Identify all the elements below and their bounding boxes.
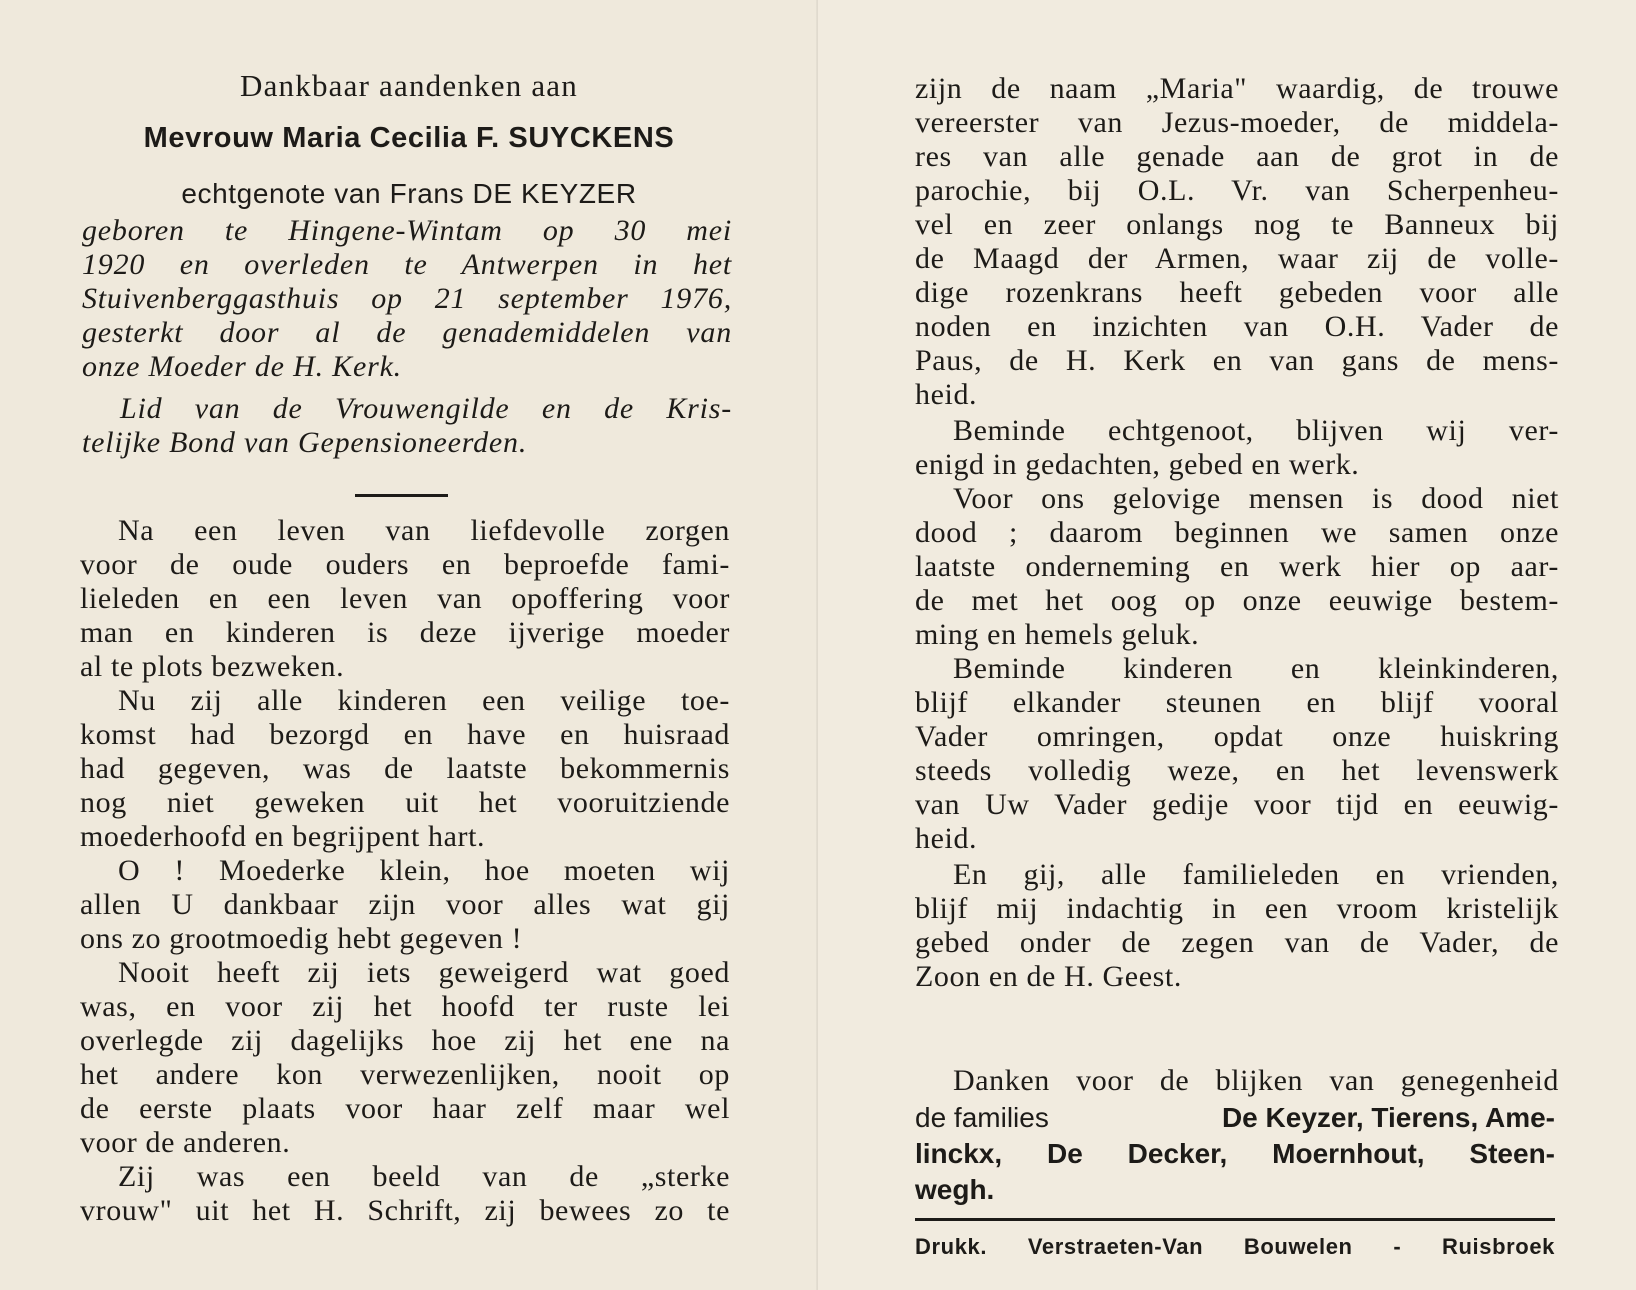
membership-line: telijke Bond van Gepensioneerden.	[82, 426, 528, 459]
text-line: voor de oude ouders en beproefde fami-	[80, 548, 730, 581]
text-line: parochie, bij O.L. Vr. van Scherpenheu-	[915, 174, 1559, 207]
text-line: ming en hemels geluk.	[915, 618, 1200, 651]
text-line: voor de anderen.	[80, 1126, 291, 1159]
text-line: nog niet geweken uit het vooruitziende	[80, 786, 730, 819]
thanks-line: Danken voor de blijken van genegenheid	[953, 1064, 1559, 1097]
spouse-line: echtgenote van Frans DE KEYZER	[181, 178, 637, 209]
text-line: gebed onder de zegen van de Vader, de	[915, 926, 1559, 959]
families-line	[915, 1102, 1555, 1134]
membership-line: Lid van de Vrouwengilde en de Kris-	[120, 392, 732, 425]
text-line: Beminde echtgenoot, blijven wij ver-	[953, 414, 1559, 447]
text-line: blijf mij indachtig in een vroom kristelijk	[915, 892, 1559, 925]
divider-rule	[915, 1218, 1555, 1221]
families-line	[915, 1174, 994, 1206]
families-names: wegh.	[915, 1174, 995, 1205]
birth-line: geboren te Hingene-Wintam op 30 mei	[82, 214, 732, 247]
text-line: heid.	[915, 378, 978, 411]
text-line: dood ; daarom beginnen we samen onze	[915, 516, 1559, 549]
text-line: vereerster van Jezus-moeder, de middela-	[915, 106, 1559, 139]
birth-line: Stuivenberggasthuis op 21 september 1976,	[82, 282, 732, 315]
text-line: vrouw" uit het H. Schrift, zij bewees zo te	[80, 1194, 730, 1227]
text-line: Beminde kinderen en kleinkinderen,	[953, 652, 1559, 685]
text-line: Zij was een beeld van de „sterke	[118, 1160, 730, 1193]
birth-line: onze Moeder de H. Kerk.	[82, 350, 402, 383]
text-line: blijf elkander steunen en blijf vooral	[915, 686, 1559, 719]
text-line: laatste onderneming en werk hier op aar-	[915, 550, 1559, 583]
text-line: ons zo grootmoedig hebt gegeven !	[80, 922, 523, 955]
text-line: lieleden en een leven van opoffering voor	[80, 582, 730, 615]
text-line: Paus, de H. Kerk en van gans de mens-	[915, 344, 1559, 377]
text-line: steeds volledig weze, en het levenswerk	[915, 754, 1559, 787]
text-line: al te plots bezweken.	[80, 650, 345, 683]
families-prefix: de families	[915, 1102, 1049, 1133]
text-line: Vader omringen, opdat onze huiskring	[915, 720, 1559, 753]
families-names: De Keyzer, Tierens, Ame-	[1221, 1102, 1555, 1133]
text-line: van Uw Vader gedije voor tijd en eeuwig-	[915, 788, 1559, 821]
text-line: enigd in gedachten, gebed en werk.	[915, 448, 1360, 481]
text-line: Nooit heeft zij iets geweigerd wat goed	[118, 956, 730, 989]
text-line: Voor ons gelovige mensen is dood niet	[953, 482, 1559, 515]
text-line: allen U dankbaar zijn voor alles wat gij	[80, 888, 730, 921]
text-line: Na een leven van liefdevolle zorgen	[118, 514, 730, 547]
text-line: Zoon en de H. Geest.	[915, 960, 1182, 993]
text-line: komst had bezorgd en have en huisraad	[80, 718, 730, 751]
text-line: had gegeven, was de laatste bekommernis	[80, 752, 730, 785]
printer-credit: Drukk. Verstraeten-Van Bouwelen - Ruisbroek	[915, 1234, 1555, 1259]
text-line: overlegde zij dagelijks hoe zij het ene na	[80, 1024, 730, 1057]
text-line: man en kinderen is deze ijverige moeder	[80, 616, 730, 649]
birth-line: gesterkt door al de genademiddelen van	[82, 316, 732, 349]
text-line: noden en inzichten van O.H. Vader de	[915, 310, 1559, 343]
text-line: Nu zij alle kinderen een veilige toe-	[118, 684, 730, 717]
dedication-heading: Dankbaar aandenken aan	[240, 68, 578, 103]
text-line: was, en voor zij het hoofd ter ruste lei	[80, 990, 730, 1023]
text-line: zijn de naam „Maria" waardig, de trouwe	[915, 72, 1559, 105]
text-line: O ! Moederke klein, hoe moeten wij	[118, 854, 730, 887]
text-line: heid.	[915, 822, 978, 855]
families-line	[915, 1138, 1555, 1170]
families-names: linckx, De Decker, Moernhout, Steen-	[915, 1138, 1555, 1169]
text-line: de Maagd der Armen, waar zij de volle-	[915, 242, 1559, 275]
text-line: En gij, alle familieleden en vrienden,	[953, 858, 1559, 891]
birth-line: 1920 en overleden te Antwerpen in het	[82, 248, 732, 281]
text-line: dige rozenkrans heeft gebeden voor alle	[915, 276, 1559, 309]
text-line: de eerste plaats voor haar zelf maar wel	[80, 1092, 730, 1125]
text-line: vel en zeer onlangs nog te Banneux bij	[915, 208, 1559, 241]
text-line: moederhoofd en begrijpent hart.	[80, 820, 486, 853]
deceased-name: Mevrouw Maria Cecilia F. SUYCKENS	[143, 122, 675, 154]
text-line: het andere kon verwezenlijken, nooit op	[80, 1058, 730, 1091]
text-line: de met het oog op onze eeuwige bestem-	[915, 584, 1559, 617]
text-line: res van alle genade aan de grot in de	[915, 140, 1559, 173]
divider-rule	[355, 494, 448, 497]
